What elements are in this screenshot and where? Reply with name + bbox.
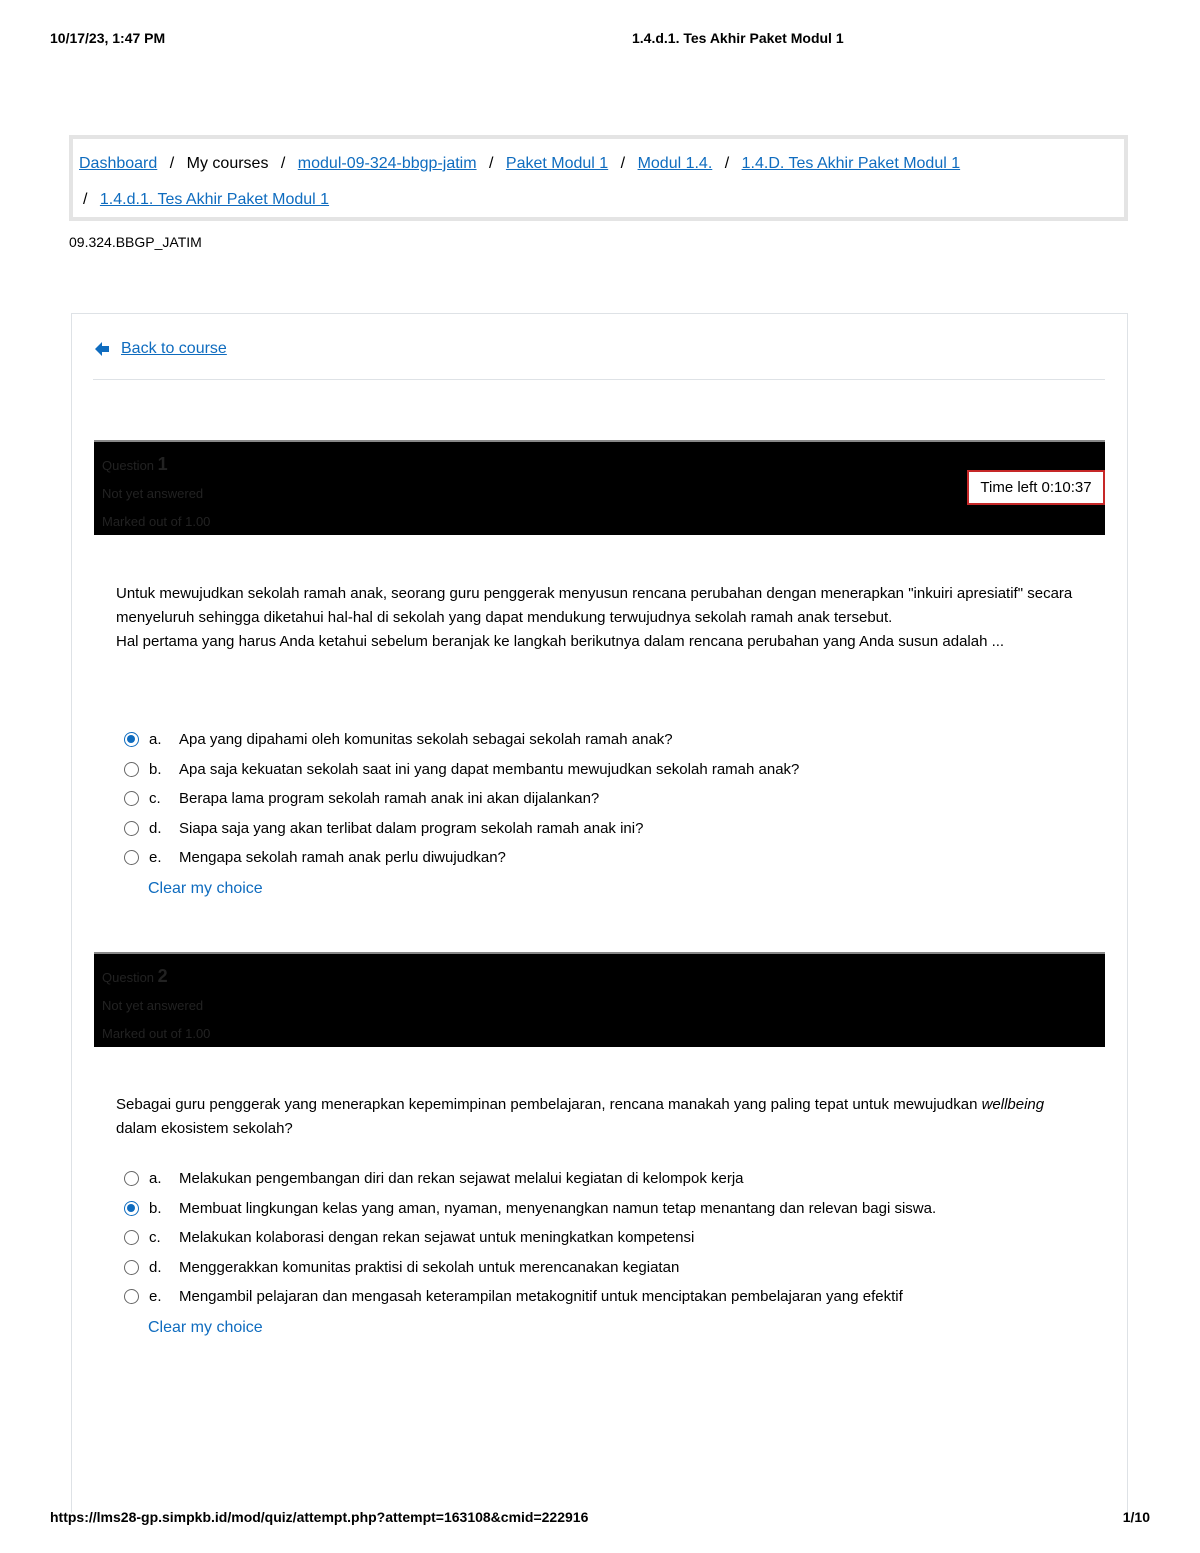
option-letter: e.: [149, 849, 162, 867]
course-code: 09.324.BBGP_JATIM: [69, 234, 202, 250]
answer-option[interactable]: [124, 1164, 936, 1194]
radio-button[interactable]: [124, 791, 139, 806]
option-letter: d.: [149, 819, 162, 837]
option-letter: c.: [149, 1229, 161, 1247]
breadcrumb-separator: /: [169, 155, 175, 172]
radio-button[interactable]: [124, 850, 139, 865]
question-number: 2: [157, 966, 168, 986]
back-to-course-label: Back to course: [121, 340, 227, 357]
option-letter: b.: [149, 1199, 162, 1217]
option-letter: c.: [149, 790, 161, 808]
breadcrumb-separator: /: [83, 191, 88, 208]
question-status: Not yet answered: [102, 998, 204, 1013]
option-text: Melakukan pengembangan diri dan rekan sejawat melalui kegiatan di kelompok kerja: [179, 1170, 744, 1188]
breadcrumb-my-courses: My courses: [186, 155, 269, 172]
breadcrumb-course[interactable]: modul-09-324-bbgp-jatim: [297, 155, 477, 172]
radio-button[interactable]: [124, 821, 139, 836]
breadcrumb-section[interactable]: 1.4.D. Tes Akhir Paket Modul 1: [741, 155, 961, 172]
radio-button[interactable]: [124, 1230, 139, 1245]
question-label: Question: [102, 458, 155, 473]
option-letter: d.: [149, 1258, 162, 1276]
answer-option[interactable]: [124, 1194, 936, 1224]
question-2-options: [124, 1164, 936, 1312]
option-text: Siapa saja yang akan terlibat dalam program sekolah ramah anak ini?: [179, 819, 644, 837]
radio-button[interactable]: [124, 1171, 139, 1186]
question-1-text-line: Untuk mewujudkan sekolah ramah anak, seorang guru penggerak menyusun rencana perubahan dengan menerapkan "inkuiri apresiatif" secara menyeluruh sehingga diketahui hal-hal di sekolah yang dapat mendukung terwujudnya sekolah ramah anak tersebut.: [116, 585, 1073, 626]
clear-choice-link[interactable]: Clear my choice: [148, 880, 263, 897]
question-1-info: [102, 450, 210, 536]
breadcrumb-dashboard[interactable]: Dashboard: [79, 155, 158, 172]
breadcrumb-separator: /: [489, 155, 494, 172]
radio-button[interactable]: [124, 1260, 139, 1275]
print-url: https://lms28-gp.simpkb.id/mod/quiz/attempt.php?attempt=163108&cmid=222916: [50, 1509, 589, 1525]
option-text: Menggerakkan komunitas praktisi di sekolah untuk merencanakan kegiatan: [179, 1258, 680, 1276]
clear-choice-link[interactable]: Clear my choice: [148, 1319, 263, 1336]
question-number: 1: [157, 454, 168, 474]
answer-option[interactable]: [124, 843, 799, 873]
breadcrumb-paket-modul[interactable]: Paket Modul 1: [505, 155, 609, 172]
option-text: Apa saja kekuatan sekolah saat ini yang dapat membantu mewujudkan sekolah ramah anak?: [179, 760, 800, 778]
option-letter: a.: [149, 731, 162, 749]
answer-option[interactable]: [124, 755, 799, 785]
print-page-title: 1.4.d.1. Tes Akhir Paket Modul 1: [632, 30, 844, 46]
arrow-left-icon: [93, 340, 111, 358]
divider: [93, 379, 1105, 380]
radio-button[interactable]: [124, 732, 139, 747]
breadcrumb-separator: /: [620, 155, 626, 172]
question-marks: Marked out of 1.00: [102, 1026, 211, 1041]
breadcrumb: [69, 135, 1128, 221]
question-1-options: [124, 725, 799, 873]
question-status: Not yet answered: [102, 486, 204, 501]
question-2-text-italic: wellbeing: [981, 1096, 1045, 1113]
breadcrumb-separator: /: [280, 155, 286, 172]
option-text: Apa yang dipahami oleh komunitas sekolah sebagai sekolah ramah anak?: [179, 731, 673, 749]
question-marks: Marked out of 1.00: [102, 514, 211, 529]
question-2-info: [102, 962, 210, 1048]
option-text: Mengapa sekolah ramah anak perlu diwujudkan?: [179, 849, 506, 867]
option-letter: b.: [149, 760, 162, 778]
question-1-header: [94, 440, 1105, 535]
radio-button[interactable]: [124, 1201, 139, 1216]
question-2-text-part: dalam ekosistem sekolah?: [116, 1120, 293, 1137]
question-1-text-line: Hal pertama yang harus Anda ketahui sebelum beranjak ke langkah berikutnya dalam rencana perubahan yang Anda susun adalah ...: [116, 633, 1005, 650]
option-letter: a.: [149, 1170, 162, 1188]
print-page-number: 1/10: [1122, 1509, 1150, 1525]
breadcrumb-separator: /: [724, 155, 730, 172]
print-header: [50, 30, 1150, 48]
option-text: Melakukan kolaborasi dengan rekan sejawat untuk meningkatkan kompetensi: [179, 1229, 695, 1247]
time-left-timer: Time left 0:10:37: [967, 470, 1105, 505]
radio-button[interactable]: [124, 1289, 139, 1304]
back-to-course-link[interactable]: [93, 340, 227, 358]
option-text: Berapa lama program sekolah ramah anak ini akan dijalankan?: [179, 790, 600, 808]
question-1-text: [116, 582, 1076, 654]
option-text: Membuat lingkungan kelas yang aman, nyaman, menyenangkan namun tetap menantang dan relevan bagi siswa.: [179, 1199, 937, 1217]
answer-option[interactable]: [124, 725, 799, 755]
question-2-text: [116, 1093, 1076, 1141]
breadcrumb-quiz[interactable]: 1.4.d.1. Tes Akhir Paket Modul 1: [99, 191, 330, 208]
answer-option[interactable]: [124, 1282, 936, 1312]
print-datetime: 10/17/23, 1:47 PM: [50, 30, 166, 46]
question-2-header: [94, 952, 1105, 1047]
answer-option[interactable]: [124, 1253, 936, 1283]
answer-option[interactable]: [124, 814, 799, 844]
question-2-text-part: Sebagai guru penggerak yang menerapkan kepemimpinan pembelajaran, rencana manakah yang paling tepat untuk mewujudkan: [116, 1096, 982, 1113]
question-label: Question: [102, 970, 155, 985]
option-text: Mengambil pelajaran dan mengasah keterampilan metakognitif untuk menciptakan pembelajaran yang efektif: [179, 1288, 903, 1306]
answer-option[interactable]: [124, 784, 799, 814]
breadcrumb-modul[interactable]: Modul 1.4.: [637, 155, 713, 172]
answer-option[interactable]: [124, 1223, 936, 1253]
option-letter: e.: [149, 1288, 162, 1306]
radio-button[interactable]: [124, 762, 139, 777]
